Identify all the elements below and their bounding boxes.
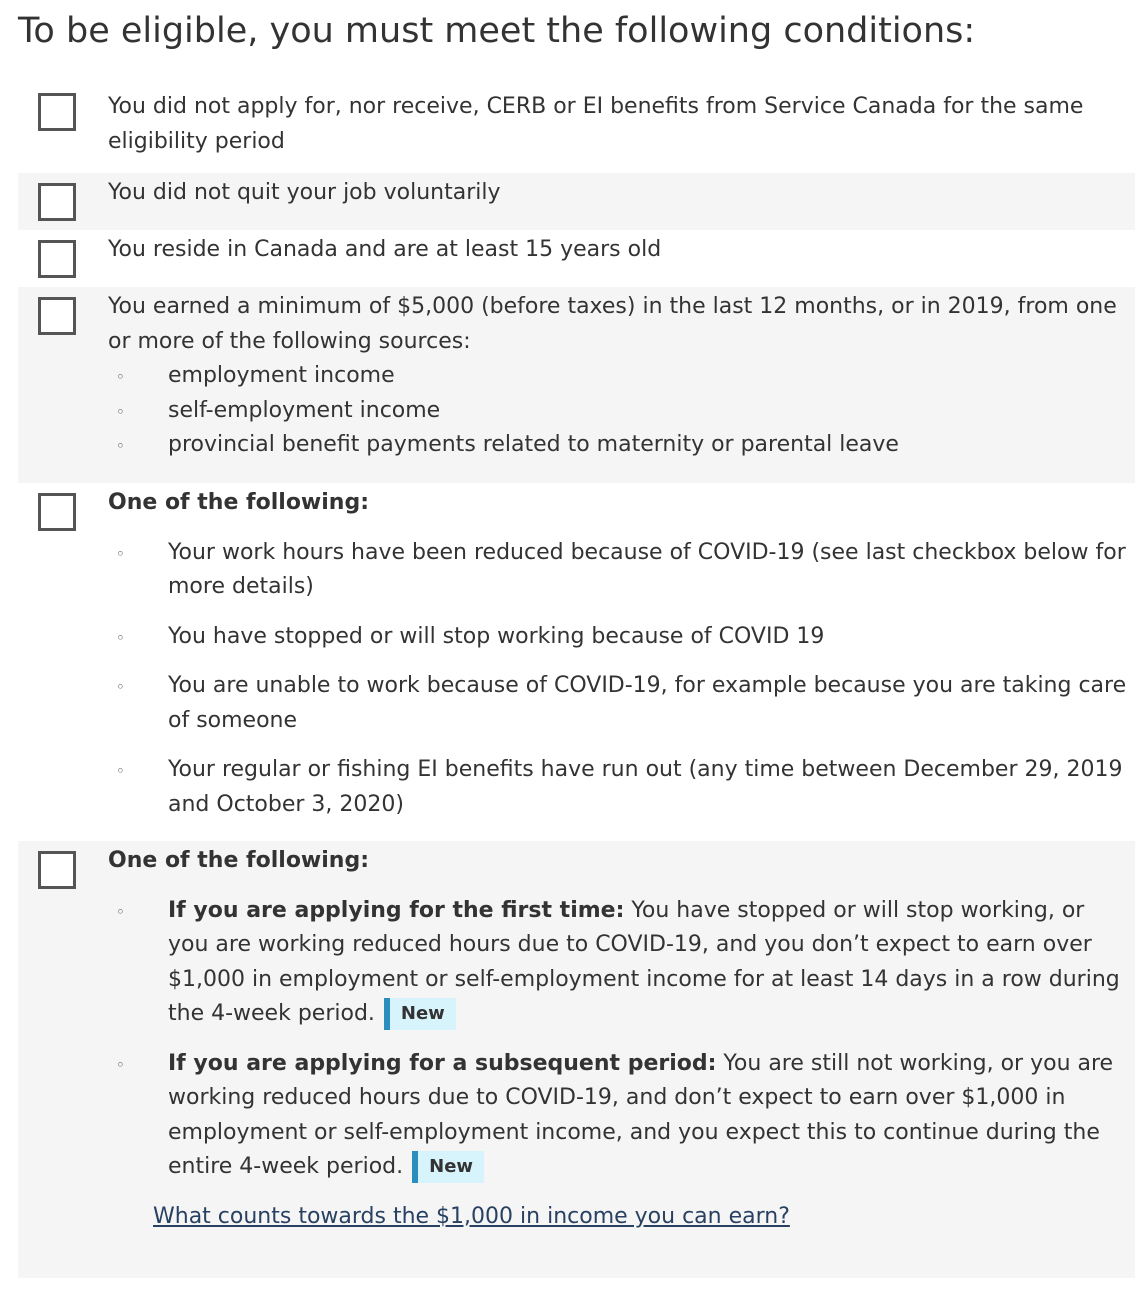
condition-row-no-cerb-ei: [18, 80, 1135, 173]
condition-heading: One of the following:: [108, 490, 370, 515]
list-item: [108, 620, 1131, 655]
income-counts-link[interactable]: What counts towards the $1,000 in income you can earn?: [153, 1203, 790, 1229]
list-item-text: Your work hours have been reduced because of COVID-19 (see last checkbox below for more details): [168, 539, 1126, 599]
list-item-text: You are unable to work because of COVID-19, for example because you are taking care of someone: [168, 673, 1127, 733]
bullet-icon: ◦: [116, 544, 125, 563]
first-time-text: You have stopped or will stop working, or you are working reduced hours due to COVID-19, and you don’t expect to earn over $1,000 in employment or self-employment income for at least 14 days in a row during the 4-week period.: [168, 897, 1120, 1026]
checkbox-did-not-quit[interactable]: [38, 183, 76, 221]
list-item: [108, 753, 1131, 822]
condition-text: You reside in Canada and are at least 15 years old: [108, 237, 662, 262]
income-sources-list: [108, 359, 1131, 463]
bullet-icon: ◦: [116, 368, 125, 386]
first-time-lead: If you are applying for the first time:: [168, 897, 625, 923]
covid-reason-list: [108, 536, 1131, 823]
list-item-text: You have stopped or will stop working because of COVID 19: [168, 623, 825, 649]
list-item-text: Your regular or fishing EI benefits have run out (any time between December 29, 2019 and October 3, 2020): [168, 757, 1123, 817]
subsequent-period-lead: If you are applying for a subsequent period:: [168, 1050, 717, 1076]
list-item-text: employment income: [168, 363, 395, 388]
condition-row-did-not-quit: [18, 173, 1135, 230]
condition-row-covid-reason: [18, 483, 1135, 841]
bullet-icon: ◦: [116, 402, 125, 421]
list-item: [108, 894, 1131, 1032]
page-title: To be eligible, you must meet the following conditions:: [18, 11, 976, 51]
subsequent-period-text: You are still not working, or you are working reduced hours due to COVID-19, and don’t expect to earn over $1,000 in employment or self-employment income, and you expect this to continue during the entire 4-week period.: [168, 1050, 1114, 1179]
condition-text: You did not apply for, nor receive, CERB or EI benefits from Service Canada for the same eligibility period: [108, 94, 1084, 154]
condition-row-income-limit: [18, 841, 1135, 1278]
bullet-icon: ◦: [116, 902, 125, 921]
checkbox-no-cerb-ei[interactable]: [38, 93, 76, 131]
checkbox-income-limit[interactable]: [38, 851, 76, 889]
bullet-icon: ◦: [116, 1055, 125, 1074]
list-item: [108, 394, 1131, 429]
condition-row-minimum-earnings: [18, 287, 1135, 483]
checkbox-reside-age[interactable]: [38, 240, 76, 278]
condition-heading: One of the following:: [108, 848, 370, 873]
list-item: [108, 536, 1131, 605]
list-item-text: provincial benefit payments related to maternity or parental leave: [168, 432, 899, 457]
condition-text: You did not quit your job voluntarily: [108, 180, 501, 205]
list-item: [108, 669, 1131, 738]
bullet-icon: ◦: [116, 762, 125, 780]
checkbox-covid-reason[interactable]: [38, 493, 76, 531]
list-item: [108, 1047, 1131, 1185]
conditions-list: [18, 80, 1135, 1278]
new-badge: New: [412, 1151, 484, 1183]
bullet-icon: ◦: [116, 678, 125, 696]
list-item-text: self-employment income: [168, 397, 441, 423]
new-badge: New: [384, 998, 456, 1030]
list-item: [108, 359, 1131, 394]
condition-row-reside-age: [18, 230, 1135, 287]
bullet-icon: ◦: [116, 437, 125, 455]
condition-text: You earned a minimum of $5,000 (before taxes) in the last 12 months, or in 2019, from one or more of the following sources:: [108, 294, 1117, 354]
income-limit-list: [108, 894, 1131, 1185]
bullet-icon: ◦: [116, 628, 125, 647]
checkbox-minimum-earnings[interactable]: [38, 297, 76, 335]
list-item: [108, 428, 1131, 463]
